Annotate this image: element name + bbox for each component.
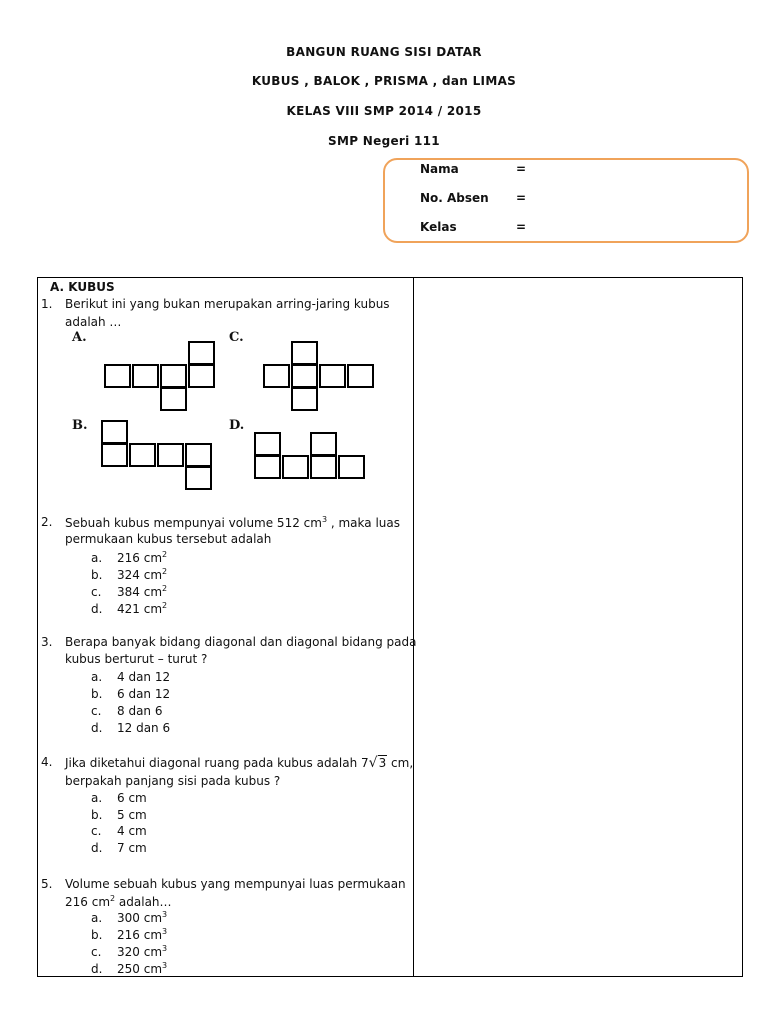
net-square xyxy=(310,432,337,456)
q4-option-c: c. 4 cm xyxy=(91,824,147,838)
q1-text-line1: Berikut ini yang bukan merupakan arring-jaring kubus xyxy=(65,297,390,311)
q3-text-line1: Berapa banyak bidang diagonal dan diagonal bidang pada xyxy=(65,635,417,649)
net-square xyxy=(129,443,156,467)
identity-kelas-row xyxy=(420,220,526,234)
q3-option-c: c. 8 dan 6 xyxy=(91,704,163,718)
net-square xyxy=(291,387,318,411)
net-b-label: B. xyxy=(72,418,88,433)
net-d-label: D. xyxy=(229,418,245,433)
net-square xyxy=(282,455,309,479)
net-c-label: C. xyxy=(229,330,244,345)
q1-text-line2: adalah … xyxy=(65,315,122,329)
q3-option-b: b. 6 dan 12 xyxy=(91,687,171,701)
q3-text-line2: kubus berturut – turut ? xyxy=(65,652,208,666)
q5-text-line1: Volume sebuah kubus yang mempunyai luas permukaan xyxy=(65,877,406,891)
doc-class-year: KELAS VIII SMP 2014 / 2015 xyxy=(286,104,482,118)
net-square xyxy=(263,364,290,388)
q3-option-d: d. 12 dan 6 xyxy=(91,721,171,735)
absen-label: No. Absen xyxy=(420,191,489,205)
q3-option-a: a. 4 dan 12 xyxy=(91,670,171,684)
nama-label: Nama xyxy=(420,162,459,176)
q5-option-b: b. 216 $cm^3$ xyxy=(91,927,168,942)
q5-option-d: d. 250 $cm^3$ xyxy=(91,961,168,976)
nama-eq: = xyxy=(516,162,527,176)
net-square xyxy=(132,364,159,388)
q5-option-c: c. 320 $cm^3$ xyxy=(91,944,168,959)
net-square xyxy=(157,443,184,467)
net-square xyxy=(101,420,128,444)
net-square xyxy=(291,341,318,365)
q4-text-line2: berpakah panjang sisi pada kubus ? xyxy=(65,774,281,788)
net-square xyxy=(185,466,212,490)
q4-option-a: a. 6 cm xyxy=(91,791,147,805)
column-divider xyxy=(413,278,414,976)
q2-text-line2: permukaan kubus tersebut adalah xyxy=(65,532,272,546)
question-sheet xyxy=(37,277,743,977)
q2-option-a: a. 216 $cm^2$ xyxy=(91,550,168,565)
net-square xyxy=(254,455,281,479)
net-square xyxy=(291,364,318,388)
section-title: A. KUBUS xyxy=(50,280,115,294)
q4-option-d: d. 7 cm xyxy=(91,841,147,855)
net-square xyxy=(338,455,365,479)
net-square xyxy=(310,455,337,479)
net-square xyxy=(347,364,374,388)
q2-text-line1: Sebuah kubus mempunyai volume 512 $cm^3$ , maka luas xyxy=(65,515,400,530)
net-square xyxy=(101,443,128,467)
q5-number: 5. xyxy=(41,877,53,891)
kelas-eq: = xyxy=(516,220,527,234)
doc-school: SMP Negeri 111 xyxy=(328,134,440,148)
identity-absen-row xyxy=(420,191,526,205)
sqrt-icon: √ xyxy=(368,755,378,771)
doc-subtitle: KUBUS , BALOK , PRISMA , dan LIMAS xyxy=(251,74,517,88)
net-square xyxy=(188,341,215,365)
net-square xyxy=(188,364,215,388)
q2-number: 2. xyxy=(41,515,53,529)
identity-nama-row xyxy=(420,162,526,176)
q4-text-line1: Jika diketahui diagonal ruang pada kubus adalah 7√3 cm, xyxy=(65,755,414,771)
q2-option-c: c. 384 $cm^2$ xyxy=(91,584,168,599)
net-square xyxy=(254,432,281,456)
net-a-label: A. xyxy=(72,330,87,345)
kelas-label: Kelas xyxy=(420,220,457,234)
q2-option-d: d. 421 $cm^2$ xyxy=(91,601,168,616)
absen-eq: = xyxy=(516,191,527,205)
sqrt-radicand: 3 xyxy=(378,756,387,770)
q3-number: 3. xyxy=(41,635,53,649)
q5-option-a: a. 300 $cm^3$ xyxy=(91,910,168,925)
net-square xyxy=(185,443,212,467)
doc-title: BANGUN RUANG SISI DATAR xyxy=(286,45,482,59)
q4-option-b: b. 5 cm xyxy=(91,808,147,822)
net-square xyxy=(319,364,346,388)
q4-number: 4. xyxy=(41,755,53,769)
net-square xyxy=(104,364,131,388)
q1-number: 1. xyxy=(41,297,53,311)
q5-text-line2: 216 $cm^2$ adalah… xyxy=(65,894,172,909)
q2-option-b: b. 324 $cm^2$ xyxy=(91,567,168,582)
net-square xyxy=(160,387,187,411)
net-square xyxy=(160,364,187,388)
